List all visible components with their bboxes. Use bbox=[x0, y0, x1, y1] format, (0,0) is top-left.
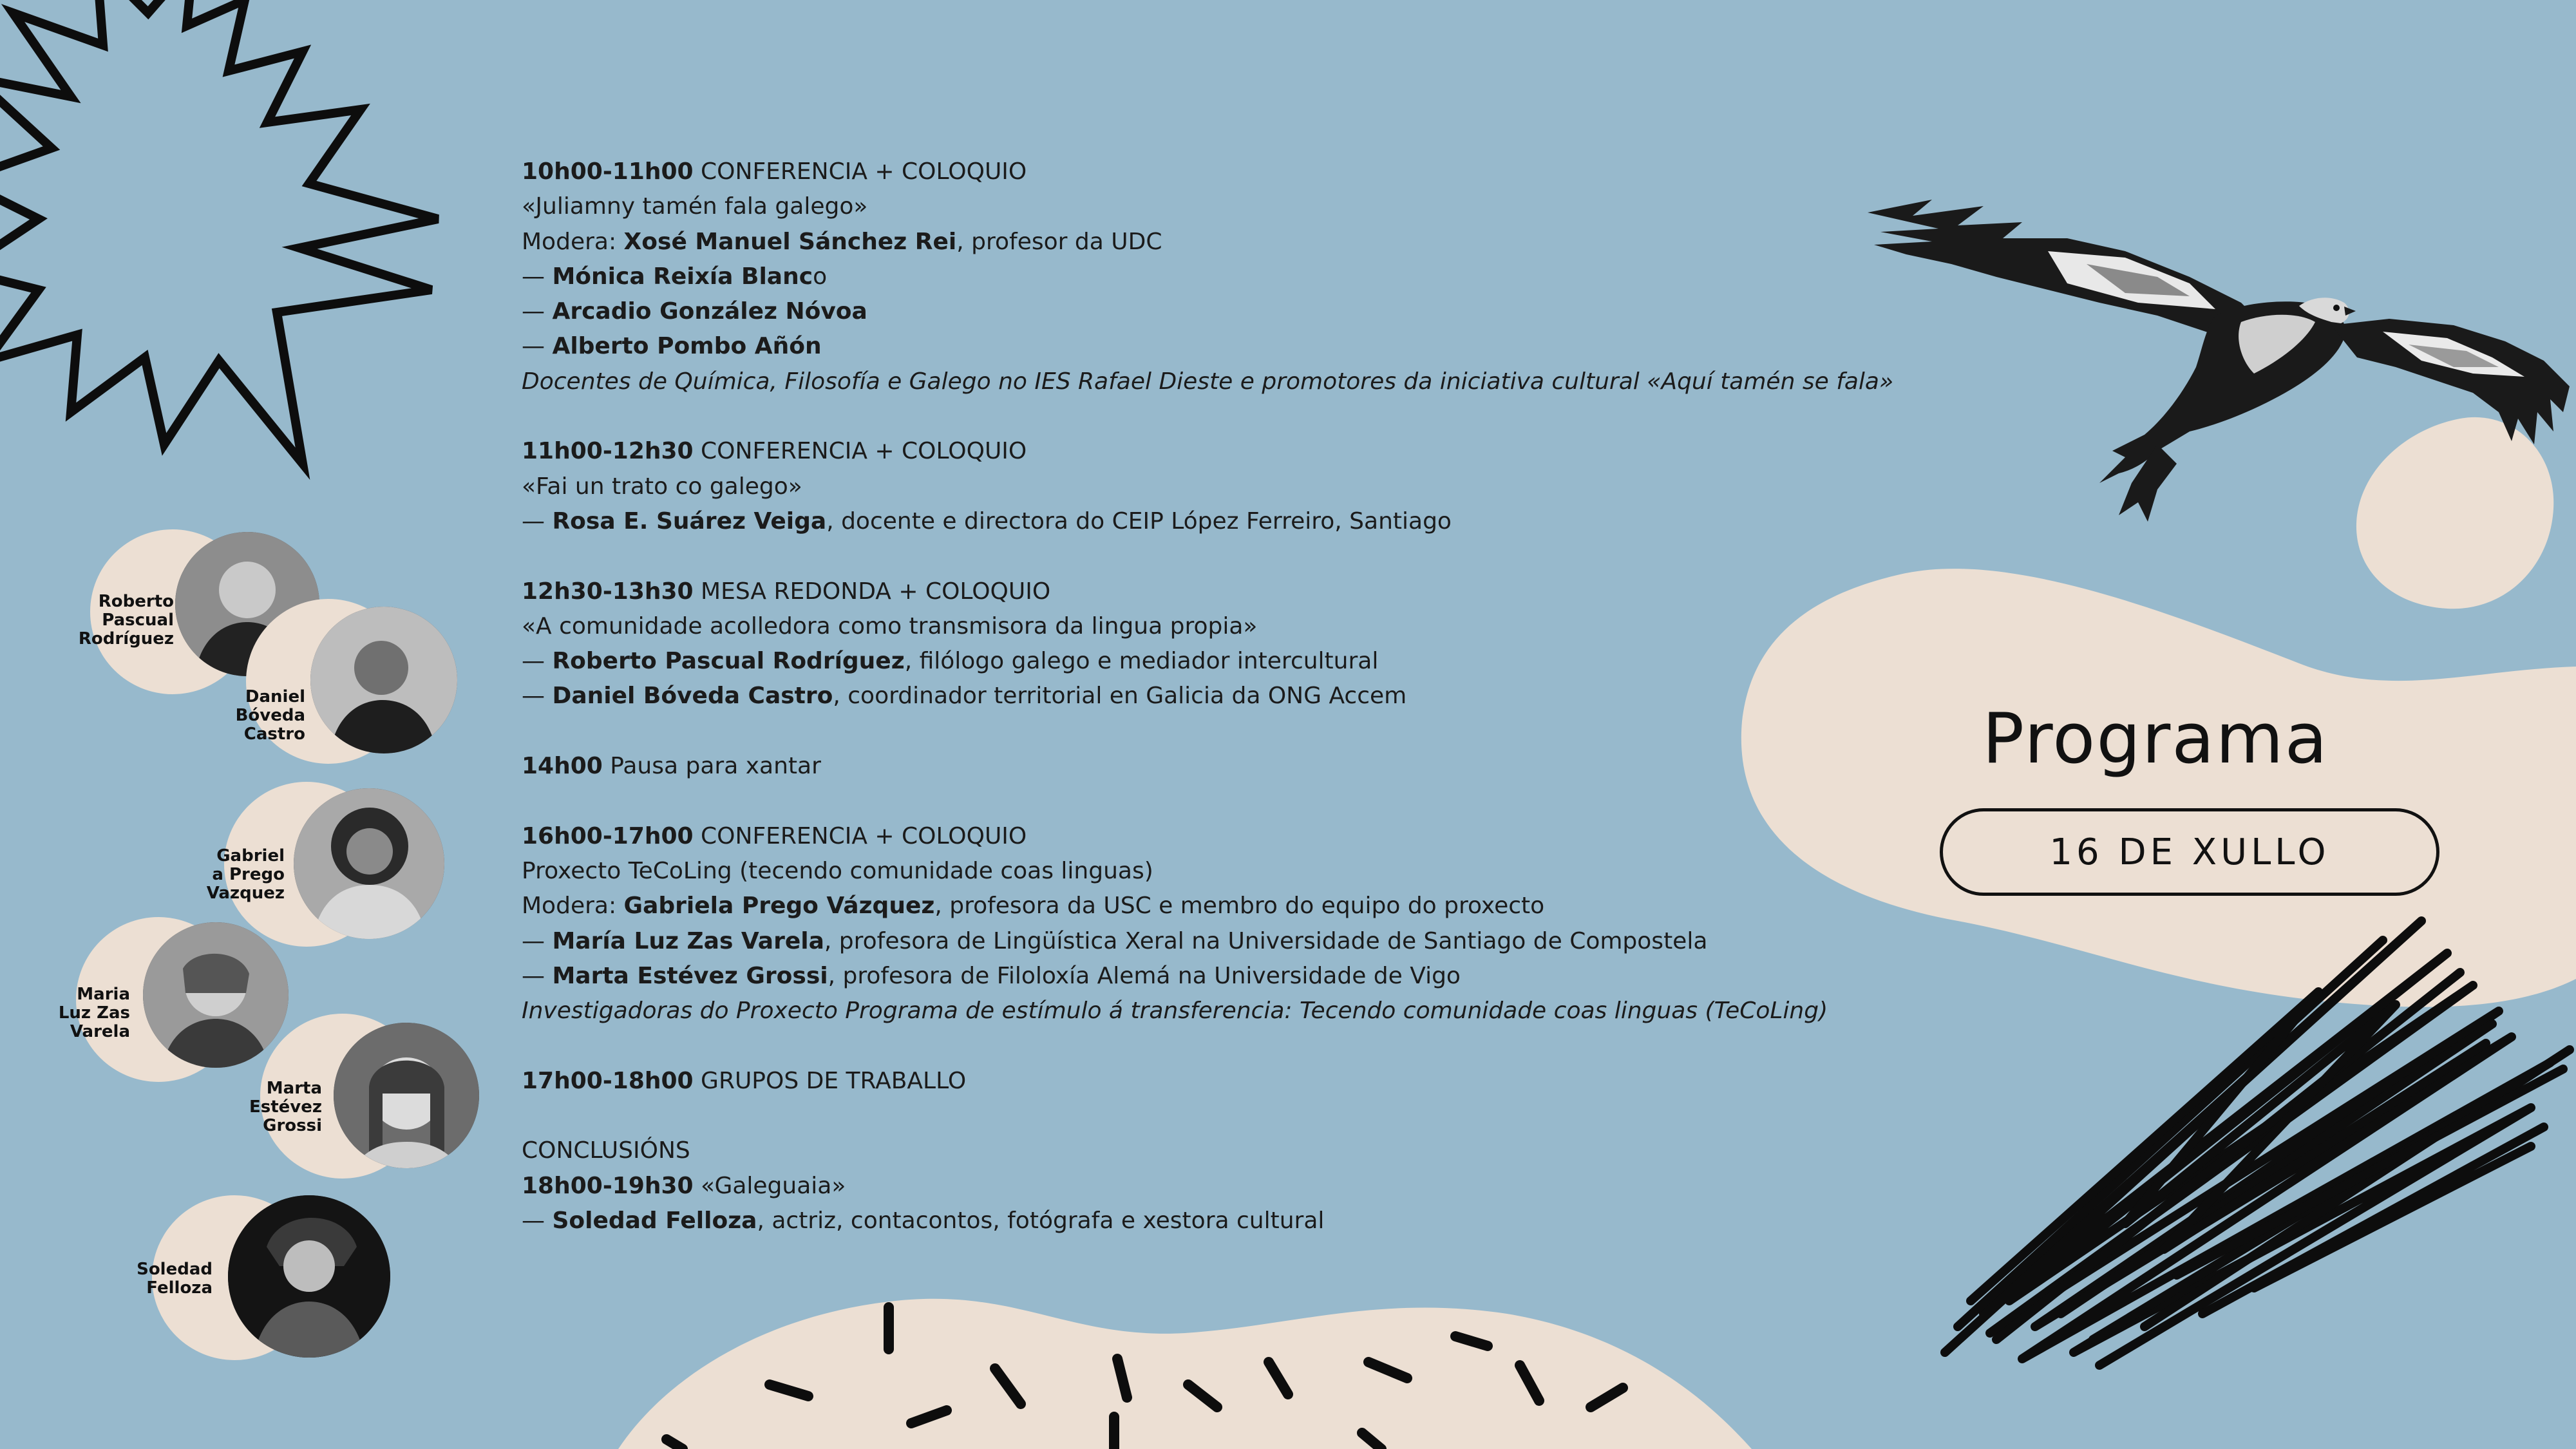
speaker-photo-marta bbox=[334, 1023, 479, 1168]
kite-bird-illustration bbox=[1855, 180, 2576, 541]
session-3-participant: — Roberto Pascual Rodríguez, filólogo galego e mediador intercultural bbox=[522, 648, 1379, 675]
avatar bbox=[228, 1195, 390, 1358]
speaker-name-roberto: Roberto Pascual Rodríguez bbox=[78, 592, 174, 649]
session-1-title: «Juliamny tamén fala galego» bbox=[522, 193, 868, 220]
speaker-photo-soledad bbox=[228, 1195, 390, 1358]
conclusions-heading: CONCLUSIÓNS bbox=[522, 1137, 690, 1164]
session-5-heading: 16h00-17h00 CONFERENCIA + COLOQUIO bbox=[522, 822, 1027, 849]
session-1-moderator: Modera: Xosé Manuel Sánchez Rei, profesor da UDC bbox=[522, 228, 1162, 255]
page-title: Programa bbox=[1982, 699, 2329, 779]
speaker-photo-daniel bbox=[310, 607, 457, 753]
session-5-moderator: Modera: Gabriela Prego Vázquez, profesora da USC e membro do equipo do proxecto bbox=[522, 893, 1545, 920]
session-5-participant: — María Luz Zas Varela, profesora de Lingüística Xeral na Universidade de Santiago de Compostela bbox=[522, 927, 1708, 954]
speaker-photo-gabriela bbox=[294, 788, 444, 939]
session-5-note: Investigadoras do Proxecto Programa de estímulo á transferencia: Tecendo comunidade coas linguas (TeCoLing) bbox=[522, 998, 1828, 1025]
session-3-title: «A comunidade acolledora como transmisora da lingua propia» bbox=[522, 612, 1258, 639]
speaker-name-marta: Marta Estévez Grossi bbox=[249, 1079, 322, 1135]
session-7-heading: 18h00-19h30 «Galeguaia» bbox=[522, 1172, 846, 1199]
avatar bbox=[143, 922, 289, 1068]
session-2-title: «Fai un trato co galego» bbox=[522, 473, 802, 500]
speaker-photo-maria-luz bbox=[143, 922, 289, 1068]
avatar bbox=[294, 788, 444, 939]
date-badge: 16 DE XULLO bbox=[1940, 808, 2439, 896]
session-3-participant: — Daniel Bóveda Castro, coordinador territorial en Galicia da ONG Accem bbox=[522, 683, 1407, 710]
speaker-name-gabriela: Gabriel a Prego Vazquez bbox=[206, 846, 285, 903]
session-3-heading: 12h30-13h30 MESA REDONDA + COLOQUIO bbox=[522, 578, 1051, 605]
session-5-participant: — Marta Estévez Grossi, profesora de Filoloxía Alemá na Universidade de Vigo bbox=[522, 962, 1461, 989]
speaker-name-maria-luz: Maria Luz Zas Varela bbox=[58, 985, 130, 1041]
schedule bbox=[522, 155, 1894, 1238]
session-2-participant: — Rosa E. Suárez Veiga, docente e directora do CEIP López Ferreiro, Santiago bbox=[522, 507, 1452, 535]
session-1-participant: — Arcadio González Nóvoa bbox=[522, 298, 867, 325]
speaker-name-soledad: Soledad Felloza bbox=[137, 1260, 213, 1298]
avatar bbox=[334, 1023, 479, 1168]
session-1-participant: — Alberto Pombo Añón bbox=[522, 333, 822, 360]
starburst-decoration bbox=[0, 0, 464, 477]
session-1-note: Docentes de Química, Filosofía e Galego no IES Rafael Dieste e promotores da iniciativa cultural «Aquí tamén se fala» bbox=[522, 368, 1894, 395]
speaker-name-daniel: Daniel Bóveda Castro bbox=[235, 687, 305, 744]
avatar bbox=[310, 607, 457, 753]
session-5-title: Proxecto TeCoLing (tecendo comunidade coas linguas) bbox=[522, 857, 1153, 884]
scribble-decoration bbox=[1932, 914, 2576, 1365]
lunch-break: 14h00 Pausa para xantar bbox=[522, 753, 821, 780]
confetti-dash-decoration bbox=[618, 1288, 1752, 1449]
session-1-heading: 10h00-11h00 CONFERENCIA + COLOQUIO bbox=[522, 158, 1027, 185]
session-7-participant: — Soledad Felloza, actriz, contacontos, fotógrafa e xestora cultural bbox=[522, 1207, 1325, 1234]
session-1-participant: — Mónica Reixía Blanco bbox=[522, 263, 828, 290]
session-6-heading: 17h00-18h00 GRUPOS DE TRABALLO bbox=[522, 1067, 967, 1094]
session-2-heading: 11h00-12h30 CONFERENCIA + COLOQUIO bbox=[522, 438, 1027, 465]
